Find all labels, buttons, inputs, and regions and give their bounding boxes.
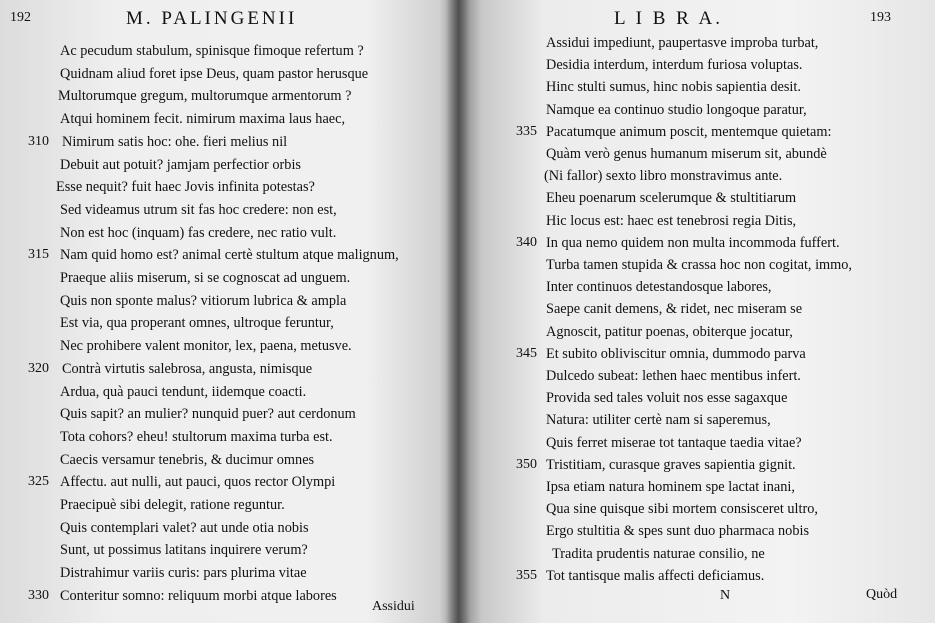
line-number: 310: [28, 133, 49, 149]
verse-line: Dulcedo subeat: lethen haec mentibus infert.: [546, 368, 801, 384]
verse-line: Affectu. aut nulli, aut pauci, quos rector Olympi: [60, 474, 336, 491]
verse-line: Ac pecudum stabulum, spinisque fimoque refertum ?: [60, 43, 364, 59]
line-number: 350: [516, 456, 537, 472]
verse-line: Turba tamen stupida & crassa hoc non cogitat, immo,: [546, 257, 853, 273]
verse-line: Quàm verò genus humanum miserum sit, abundè: [546, 146, 827, 162]
verse-line: Saepe canit demens, & ridet, nec miseram se: [546, 301, 803, 318]
line-number: 340: [516, 234, 537, 250]
verse-line: Nimirum satis hoc: ohe. fieri melius nil: [62, 133, 288, 150]
verse-line: Caecis versamur tenebris, & ducimur omnes: [60, 451, 315, 468]
verse-line: Desidia interdum, interdum furiosa voluptas.: [546, 57, 803, 74]
verse-line: Tradita prudentis naturae consilio, ne: [552, 545, 765, 562]
verse-line: Quis non sponte malus? vitiorum lubrica & ampla: [60, 292, 347, 309]
right-page: [458, 0, 935, 623]
verse-line: Conteritur somno: reliquum morbi atque labores: [60, 587, 337, 604]
verse-line: Ipsa etiam natura hominem spe lactat inani,: [546, 479, 795, 495]
verse-line: Sunt, ut possimus latitans inquirere verum?: [60, 542, 308, 559]
line-number: 355: [516, 567, 537, 583]
left-page: [0, 0, 458, 623]
verse-line: Multorumque gregum, multorumque armentorum ?: [58, 88, 352, 105]
verse-line: Namque ea continuo studio longoque paratur,: [546, 101, 807, 118]
verse-line: Tot tantisque malis affecti deficiamus.: [546, 567, 765, 584]
verse-line: Provida sed tales voluit nos esse sagaxque: [546, 390, 788, 407]
verse-line: Ardua, quà pauci tendunt, iidemque coacti.: [60, 383, 307, 400]
catchword: Quòd: [866, 587, 898, 602]
verse-line: Et subito obliviscitur omnia, dummodo parva: [546, 345, 806, 362]
verse-line: Hic locus est: haec est tenebrosi regia Ditis,: [546, 212, 797, 229]
verse-line: Quidnam aliud foret ipse Deus, quam pastor herusque: [60, 65, 369, 82]
verse-line: Inter continuos detestandosque labores,: [546, 279, 772, 296]
line-number: 345: [516, 345, 537, 361]
page-number: 193: [870, 10, 891, 25]
verse-line: Eheu poenarum scelerumque & stultitiarum: [546, 190, 797, 207]
verse-line: Tristitiam, curasque graves sapientia gignit.: [546, 456, 796, 473]
verse-line: Est via, qua properant omnes, ultroque feruntur,: [60, 315, 334, 332]
line-number: 335: [516, 123, 537, 139]
catchword: Assidui: [372, 599, 415, 614]
running-head: L I B R A.: [614, 8, 723, 29]
signature-mark: N: [720, 588, 731, 603]
book-gutter-shadow: [446, 0, 470, 623]
verse-line: Praeque aliis miserum, si se cognoscat ad unguem.: [60, 270, 351, 286]
verse-line: Atqui hominem fecit. nimirum maxima laus haec,: [60, 111, 346, 128]
line-number: 315: [28, 247, 49, 263]
verse-line: In qua nemo quidem non multa incommoda fuffert.: [546, 234, 840, 251]
verse-line: Natura: utiliter certè nam si saperemus,: [546, 412, 771, 429]
verse-line: Distrahimur variis curis: pars plurima vitae: [60, 565, 307, 582]
verse-line: Contrà virtutis salebrosa, angusta, nimisque: [62, 360, 313, 377]
running-head: M. PALINGENII: [126, 8, 298, 29]
verse-line: Quis contemplari valet? aut unde otia nobis: [60, 519, 309, 536]
verse-line: Debuit aut potuit? jamjam perfectior orbis: [60, 156, 301, 173]
verse-line: Nam quid homo est? animal certè stultum atque malignum,: [60, 247, 399, 264]
verse-line: Agnoscit, patitur poenas, obiterque jocatur,: [546, 323, 793, 340]
verse-line: Assidui impediunt, paupertasve improba turbat,: [546, 35, 819, 51]
verse-line: Non est hoc (inquam) fas credere, nec ratio vult.: [60, 224, 337, 241]
verse-line: Pacatumque animum poscit, mentemque quietam:: [546, 123, 832, 140]
verse-line: Quis sapit? an mulier? nunquid puer? aut cerdonum: [60, 406, 356, 423]
verse-line: Ergo stultitia & spes sunt duo pharmaca nobis: [546, 523, 810, 540]
verse-line: Praecipuè sibi delegit, ratione reguntur.: [60, 497, 285, 513]
verse-line: Esse nequit? fuit haec Jovis infinita potestas?: [56, 179, 315, 196]
page-number: 192: [10, 10, 31, 25]
verse-line: Hinc stulti sumus, hinc nobis sapientia desit.: [546, 79, 801, 96]
line-number: 330: [28, 587, 49, 603]
verse-line: (Ni fallor) sexto libro monstravimus ante.: [544, 168, 783, 185]
verse-line: Nec prohibere valent monitor, lex, paena, metusve.: [60, 338, 352, 355]
verse-line: Sed videamus utrum sit fas hoc credere: non est,: [60, 201, 337, 218]
verse-line: Tota cohors? eheu! stultorum maxima turba est.: [60, 428, 333, 445]
line-number: 320: [28, 360, 49, 376]
verse-line: Quis ferret miserae tot tantaque taedia vitae?: [546, 434, 802, 451]
verse-line: Qua sine quisque sibi mortem consisceret ultro,: [546, 501, 818, 518]
line-number: 325: [28, 474, 49, 490]
